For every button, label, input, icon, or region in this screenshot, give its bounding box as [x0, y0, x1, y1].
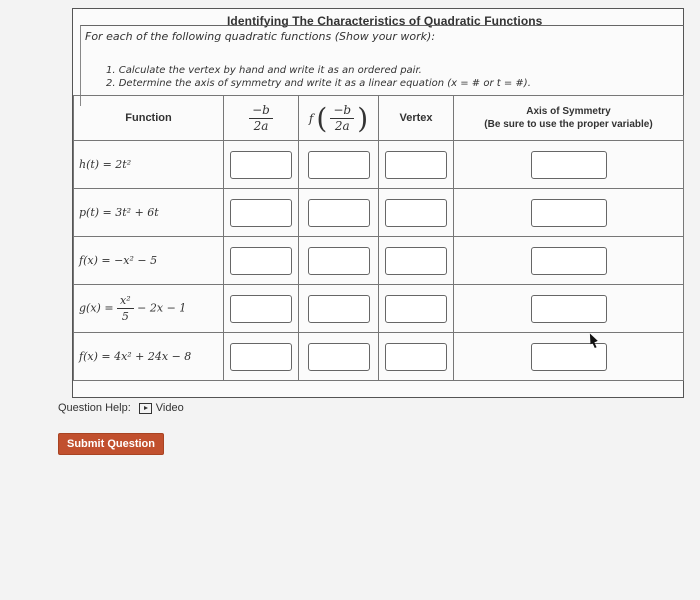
instruction-steps [106, 64, 531, 90]
table-row [74, 237, 684, 285]
video-link[interactable] [139, 402, 184, 414]
left-paren: ( [316, 101, 328, 135]
axis-input[interactable] [531, 199, 607, 227]
table-row [74, 189, 684, 237]
header-function: Function [74, 96, 224, 141]
neg-b-2a-input[interactable] [230, 343, 292, 371]
instruction-text: For each of the following quadratic functions (Show your work): [85, 30, 436, 43]
axis-cell [454, 141, 684, 189]
vertex-cell [379, 189, 454, 237]
neg-b-2a-cell [224, 285, 299, 333]
axis-cell [454, 189, 684, 237]
neg-b-over-2a-fraction [249, 103, 273, 134]
f-value-cell [299, 333, 379, 381]
f-value-input[interactable] [308, 199, 370, 227]
function-fraction [117, 293, 134, 324]
axis-header-line1: Axis of Symmetry [526, 106, 611, 117]
worksheet-title: Identifying The Characteristics of Quadratic Functions [227, 14, 543, 28]
vertex-input[interactable] [385, 247, 447, 275]
step-1: 1. Calculate the vertex by hand and write it as an ordered pair. [106, 65, 422, 76]
f-value-cell [299, 285, 379, 333]
table-row [74, 141, 684, 189]
header-f-of-neg-b-over-2a [299, 96, 379, 141]
neg-b-2a-cell [224, 141, 299, 189]
neg-b-2a-input[interactable] [230, 295, 292, 323]
axis-header-line2: (Be sure to use the proper variable) [484, 119, 653, 130]
function-cell: p(t) = 3t² + 6t [74, 189, 224, 237]
vertex-cell [379, 237, 454, 285]
f-value-input[interactable] [308, 247, 370, 275]
function-rhs: − 2x − 1 [137, 301, 187, 315]
fraction-denominator: 2a [253, 118, 269, 133]
question-help [58, 402, 184, 414]
table-header-row [74, 96, 684, 141]
right-paren: ) [357, 101, 369, 135]
vertex-input[interactable] [385, 295, 447, 323]
header-axis-of-symmetry [454, 96, 684, 141]
instructions-box [80, 25, 684, 106]
axis-cell [454, 237, 684, 285]
function-lhs: g(x) = [79, 301, 114, 315]
neg-b-2a-cell [224, 333, 299, 381]
neg-b-2a-input[interactable] [230, 247, 292, 275]
table-row [74, 285, 684, 333]
f-value-input[interactable] [308, 151, 370, 179]
function-fraction-num: x² [117, 293, 134, 309]
neg-b-2a-input[interactable] [230, 199, 292, 227]
header-vertex: Vertex [379, 96, 454, 141]
vertex-cell [379, 285, 454, 333]
vertex-cell [379, 333, 454, 381]
f-value-input[interactable] [308, 343, 370, 371]
function-cell: f(x) = 4x² + 24x − 8 [74, 333, 224, 381]
fraction-numerator: −b [249, 103, 273, 119]
question-help-label: Question Help: [58, 402, 131, 414]
f-label: f [308, 111, 314, 125]
axis-input[interactable] [531, 151, 607, 179]
vertex-input[interactable] [385, 151, 447, 179]
fraction-numerator-inner: −b [330, 103, 354, 119]
f-value-cell [299, 189, 379, 237]
f-value-cell [299, 141, 379, 189]
step-2: 2. Determine the axis of symmetry and write it as a linear equation (x = # or t = #). [106, 78, 531, 89]
fraction-denominator-inner: 2a [334, 118, 350, 133]
neg-b-over-2a-fraction-inner [330, 103, 354, 134]
function-fraction-den: 5 [121, 310, 129, 323]
vertex-input[interactable] [385, 199, 447, 227]
vertex-input[interactable] [385, 343, 447, 371]
axis-input[interactable] [531, 295, 607, 323]
video-label: Video [155, 402, 184, 414]
play-icon [139, 403, 152, 414]
vertex-cell [379, 141, 454, 189]
header-neg-b-over-2a [224, 96, 299, 141]
function-cell: f(x) = −x² − 5 [74, 237, 224, 285]
neg-b-2a-input[interactable] [230, 151, 292, 179]
function-cell [74, 285, 224, 333]
submit-question-button[interactable]: Submit Question [58, 433, 164, 455]
function-cell: h(t) = 2t² [74, 141, 224, 189]
neg-b-2a-cell [224, 189, 299, 237]
f-value-input[interactable] [308, 295, 370, 323]
axis-cell [454, 333, 684, 381]
f-value-cell [299, 237, 379, 285]
neg-b-2a-cell [224, 237, 299, 285]
axis-input[interactable] [531, 247, 607, 275]
axis-cell [454, 285, 684, 333]
